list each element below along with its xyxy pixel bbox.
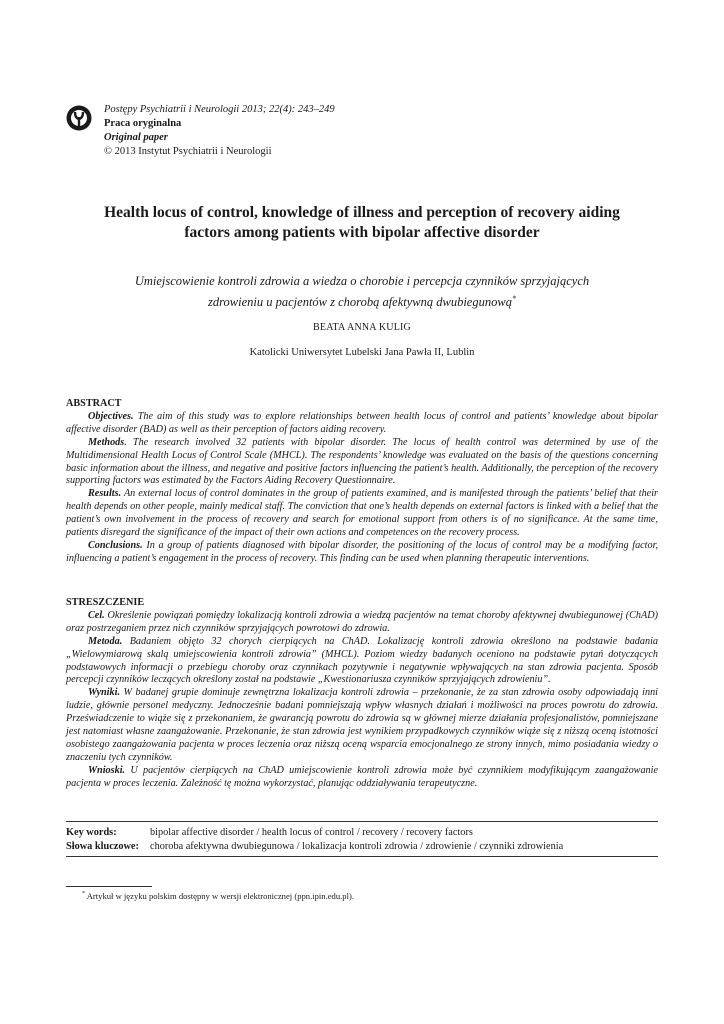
streszczenie-heading: STRESZCZENIE	[66, 597, 145, 608]
footnote-marker: *	[511, 294, 516, 303]
affiliation: Katolicki Uniwersytet Lubelski Jana Pawła II, Lublin	[249, 347, 475, 358]
wnioski-text: U pacjentów cierpiących na ChAD umiejscowienie kontroli zdrowia może być czynnikiem modyfikującym zaangażowanie pacjenta w proces leczenia. Zależność tę można wykorzystać, planując oddziaływania terapeutyczne.	[66, 764, 658, 789]
keywords-pl-label: Słowa kluczowe:	[66, 841, 139, 852]
keywords-pl-value: choroba afektywna dwubiegunowa / lokalizacja kontroli zdrowia / zdrowienie / czynniki zdrowienia	[150, 841, 564, 852]
abstract-conclusions	[66, 540, 658, 566]
abstract-section	[66, 398, 658, 566]
objectives-text: The aim of this study was to explore relationships between health locus of control and patients’ knowledge about bipolar affective disorder (BAD) as well as their perception of factors aiding recovery.	[66, 410, 658, 435]
journal-header	[104, 103, 335, 159]
conclusions-label: Conclusions.	[88, 539, 143, 551]
conclusions-text: In a group of patients diagnosed with bipolar disorder, the positioning of the locus of control may be a modifying factor, influencing a patient’s engagement in the process of recovery. This finding can be used when planning therapeutic interventions.	[66, 539, 658, 564]
abstract-objectives	[66, 411, 658, 437]
streszczenie-wnioski	[66, 765, 658, 791]
cel-text: Określenie powiązań pomiędzy lokalizacją kontroli zdrowia a wiedzą pacjentów na temat choroby afektywnej dwubiegunowej (ChAD) oraz postrzeganiem przez nich czynników sprzyjających powrotowi do zdrowia.	[66, 609, 658, 634]
keywords-en-value: bipolar affective disorder / health locus of control / recovery / recovery factors	[150, 827, 473, 838]
paper-type-en: Original paper	[104, 132, 168, 143]
streszczenie-metoda	[66, 636, 658, 688]
streszczenie-section	[66, 597, 658, 791]
keywords-block	[66, 826, 563, 854]
abstract-heading: ABSTRACT	[66, 398, 122, 409]
keywords-bottom-divider	[66, 856, 658, 857]
journal-logo-icon	[66, 105, 92, 131]
footnote-text: Artykuł w języku polskim dostępny w wersji elektronicznej (ppn.ipin.edu.pl).	[86, 891, 354, 901]
paper-subtitle	[110, 273, 614, 311]
abstract-results	[66, 488, 658, 540]
streszczenie-cel	[66, 610, 658, 636]
wyniki-label: Wyniki.	[88, 687, 120, 699]
footnote-mark: *	[82, 891, 85, 898]
keywords-top-divider	[66, 821, 658, 822]
paper-title: Health locus of control, knowledge of illness and perception of recovery aiding factors among patients with bipolar affective disorder	[104, 204, 620, 241]
cel-label: Cel.	[88, 609, 105, 621]
metoda-text: Badaniem objęto 32 chorych cierpiących na ChAD. Lokalizację kontroli zdrowia określono na podstawie badania „Wielowymiarową skalą umiejscowienia kontroli zdrowia” (MHCL). Poziom wiedzy badanych oceniono na podstawie pytań dotyczących podstawowych informacji o przebiegu choroby oraz czynnikach pozytywnie i negatywnie wpływających na stan zdrowia pacjenta. Sposób percepcji czynników leczących określony został na podstawie „Kwestionariusza czynników sprzyjających zdrowieniu”.	[66, 635, 658, 686]
footnote	[82, 891, 354, 901]
journal-citation: Postępy Psychiatrii i Neurologii 2013; 22(4): 243–249	[104, 104, 335, 115]
results-text: An external locus of control dominates in the group of patients examined, and is manifested through the patients’ belief that their health depends on other people, mainly medical staff. The conviction that one’s health depends on external factors is linked with a belief that the patient’s own involvement in the process of recovery and search for emotional support from others is of no significance. At the same time, patients disregard the significance of the impact of their own actions and competences on the recovery process.	[66, 488, 658, 539]
objectives-label: Objectives.	[88, 410, 134, 422]
footnote-divider	[66, 886, 152, 887]
methods-label: Methods	[88, 436, 125, 448]
abstract-methods	[66, 437, 658, 489]
author: BEATA ANNA KULIG	[313, 322, 411, 333]
streszczenie-wyniki	[66, 687, 658, 764]
results-label: Results.	[88, 488, 122, 500]
keywords-en-label: Key words:	[66, 827, 117, 838]
paper-type-pl: Praca oryginalna	[104, 118, 182, 129]
wnioski-label: Wnioski.	[88, 764, 126, 776]
keywords-en-row	[66, 826, 563, 840]
methods-text: . The research involved 32 patients with bipolar disorder. The locus of health control was determined by use of the Multidimensional Health Locus of Control Scale (MHCL). The respondents’ knowledge was evaluated on the basis of the questions concerning basic information about the illness, and negative and positive factors influencing the patient’s health. Additionally, the perception of the recovery supporting factors was estimated by the Factors Aiding Recovery Questionnaire.	[66, 436, 658, 487]
copyright: © 2013 Instytut Psychiatrii i Neurologii	[104, 146, 272, 157]
subtitle-text: Umiejscowienie kontroli zdrowia a wiedza o chorobie i percepcja czynników sprzyjających zdrowieniu u pacjentów z chorobą afektywną dwubiegunową	[134, 274, 590, 310]
metoda-label: Metoda.	[88, 635, 123, 647]
wyniki-text: W badanej grupie dominuje zewnętrzna lokalizacja kontroli zdrowia – przekonanie, że za stan zdrowia osoby odpowiadają inni ludzie, głównie personel medyczny. Jednocześnie badani pomniejszają wpływ własnych działań i możliwości na proces powrotu do zdrowia. Przeświadczenie to wiąże się z przekonaniem, że gwarancją powrotu do zdrowia są w głównej mierze działania profesjonalistów, pomniejszane jest natomiast własne zaangażowanie. Przekonanie, że stan zdrowia jest wynikiem przypadkowych czynników wiąże się z niższą oceną istotności osobistego zaangażowania pacjenta w proces leczenia oraz niższą oceną wsparcia emocjonalnego ze strony innych, mimo posiadania wiedzy o znaczeniu tych czynników.	[66, 687, 658, 763]
keywords-pl-row	[66, 840, 563, 854]
